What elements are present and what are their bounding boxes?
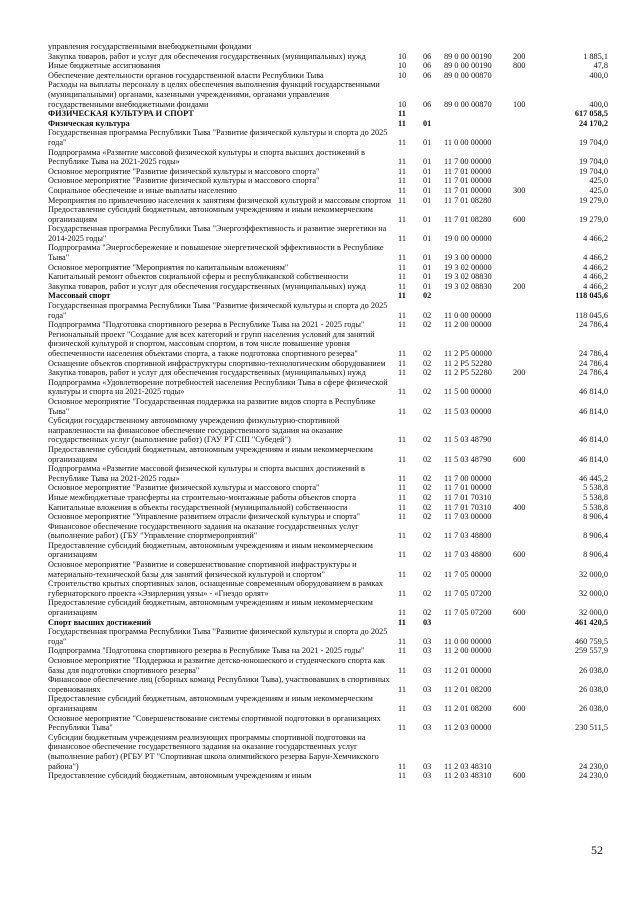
table-row [48,675,608,694]
target-article-code: 11 2 P5 52280 [444,358,492,368]
table-row [48,71,608,81]
subsection-code: 02 [423,512,432,522]
section-code: 11 [398,550,406,560]
amount: 24 230,0 [578,771,608,781]
row-name: Спорт высших достижений [48,617,152,627]
subsection-code: 03 [423,636,432,646]
table-row [48,627,608,646]
table-row [48,733,608,771]
table-row [48,464,608,483]
row-name: Основное мероприятие "Управление развитием отрасли физической культуры и спорта" [48,512,361,522]
section-code: 10 [398,51,407,61]
table-row [48,368,608,378]
amount: 32 000,0 [578,608,608,618]
target-article-code: 11 2 P5 00000 [444,349,492,358]
row-name: Основное мероприятие "Развитие физической культуры и массового спорта" [48,166,320,176]
table-row [48,291,608,301]
row-name: ФИЗИЧЕСКАЯ КУЛЬТУРА И СПОРТ [48,109,194,119]
amount: 4 466,2 [583,281,608,291]
row-name: Капитальный ремонт объектов социальной сферы и республиканской собственности [48,272,349,282]
subsection-code: 02 [423,387,432,397]
table-row [48,42,608,52]
table-row [48,646,608,656]
section-code: 11 [398,233,406,243]
subsection-code: 02 [423,310,432,320]
row-name: Финансовое обеспечение государственного задания на оказание государственных услуг (выполнение работ) (ГБУ "Управление спортмероприятий" [48,521,359,541]
section-code: 11 [398,665,406,675]
target-article-code: 11 7 00 00000 [444,157,492,167]
row-name: Подпрограмма «Развитие массовой физической культуры и спорта высших достижений в Республике Тыва на 2021-2025 годы» [48,464,365,483]
subsection-code: 02 [423,406,432,416]
table-row [48,263,608,273]
row-name: Оснащение объектов спортивной инфраструктуры спортивно-технологическим оборудованием [48,358,386,368]
section-code: 10 [398,61,407,71]
section-code: 11 [398,684,406,694]
subsection-code: 02 [423,454,432,464]
table-row [48,196,608,206]
row-name: Иные бюджетные ассигнования [48,61,161,71]
target-article-code: 11 0 00 00000 [444,636,492,646]
amount: 19 704,0 [578,137,608,147]
expense-type-code: 800 [513,61,526,71]
table-row [48,445,608,464]
amount: 32 000,0 [578,569,608,579]
amount: 400,0 [589,70,608,80]
expense-type-code: 600 [513,550,526,560]
amount: 8 906,4 [583,531,608,541]
target-article-code: 11 7 01 70310 [444,502,492,512]
amount: 24 786,4 [578,368,608,378]
amount: 46 814,0 [578,435,608,445]
subsection-code: 02 [423,569,432,579]
subsection-code: 01 [423,253,432,263]
table-row [48,483,608,493]
section-code: 11 [398,502,406,512]
row-name: Региональный проект "Создание для всех категорий и групп населения условий для занятий физической культурой и спортом, массовым спортом, в том числе повышение уровня обеспеченности населения объектами спорта, а также подготовка спортивного резерва" [48,329,375,358]
table-row [48,493,608,503]
expense-type-code: 600 [513,454,526,464]
target-article-code: 11 2 P5 52280 [444,368,492,378]
expense-type-code: 200 [513,281,526,291]
target-article-code: 11 7 05 07200 [444,588,492,598]
row-name: Основное мероприятие "Поддержка и развитие детско-юношеского и студенческого спорта как базы для подготовки спортивного резерва" [48,656,386,675]
amount: 46 445,2 [578,473,608,483]
section-code: 11 [398,483,406,493]
amount: 19 279,0 [578,214,608,224]
target-article-code: 11 2 00 00000 [444,646,492,656]
subsection-code: 03 [423,646,432,656]
row-name: Субсидии бюджетным учреждениям реализующих программы спортивной подготовки на финансовое обеспечение государственного задания на оказание государственных услуг (выполнение работ) (РГБУ РТ "Спортивная школа олимпийского резерва Барун-Хемчикского района") [48,732,379,771]
section-code: 11 [398,176,406,186]
section-code: 11 [398,723,406,733]
target-article-code: 11 0 00 00000 [444,137,492,147]
amount: 259 557,9 [574,646,608,656]
row-name: Закупка товаров, работ и услуг для обеспечения государственных (муниципальных) нужд [48,281,366,291]
section-code: 11 [398,368,406,378]
expense-type-code: 200 [513,368,526,378]
section-code: 11 [398,636,406,646]
table-row [48,128,608,147]
section-code: 11 [398,358,406,368]
expense-type-code: 600 [513,608,526,618]
section-code: 11 [398,185,406,195]
row-name: Закупка товаров, работ и услуг для обеспечения государственных (муниципальных) нужд [48,368,366,378]
row-name: Основное мероприятие "Мероприятия по капитальным вложениям" [48,262,289,272]
table-row [48,61,608,71]
row-name: Предоставление субсидий бюджетным, автономным учреждениям и иным некоммерческим организациям [48,694,373,713]
target-article-code: 11 7 03 00000 [444,512,492,522]
table-row [48,378,608,397]
expense-type-code: 200 [513,51,526,61]
target-article-code: 11 7 01 00000 [444,185,492,195]
table-row [48,301,608,320]
subsection-code: 01 [423,185,432,195]
subsection-code: 01 [423,272,432,282]
target-article-code: 11 5 00 00000 [444,387,492,397]
amount: 1 885,1 [583,51,608,61]
section-code: 11 [398,214,406,224]
page-number: 52 [591,843,603,857]
table-row [48,243,608,262]
subsection-code: 02 [423,435,432,445]
subsection-code: 01 [423,214,432,224]
table-row [48,119,608,129]
target-article-code: 11 5 03 48790 [444,454,492,464]
expense-type-code: 600 [513,214,526,224]
subsection-code: 03 [423,665,432,675]
section-code: 11 [398,646,406,656]
table-row [48,167,608,177]
target-article-code: 11 7 05 07200 [444,608,492,618]
section-code: 11 [398,272,406,282]
target-article-code: 19 3 02 00000 [444,262,492,272]
subsection-code: 02 [423,291,432,301]
row-name: Обеспечение деятельности органов государственной власти Республики Тыва [48,70,324,80]
target-article-code: 11 7 03 48800 [444,550,492,560]
target-article-code: 11 2 03 48310 [444,771,492,781]
subsection-code: 03 [423,684,432,694]
amount: 46 814,0 [578,387,608,397]
table-row [48,416,608,445]
table-row [48,224,608,243]
row-name: Предоставление субсидий бюджетным, автономным учреждениям и иным некоммерческим организациям [48,205,373,224]
target-article-code: 11 7 01 08280 [444,195,492,205]
section-code: 10 [398,99,407,109]
section-code: 11 [398,617,406,627]
table-row [48,598,608,617]
section-code: 11 [398,512,406,522]
target-article-code: 11 2 03 48310 [444,761,492,771]
subsection-code: 06 [423,61,432,71]
amount: 24 170,2 [578,118,608,128]
budget-table [48,42,608,781]
subsection-code: 01 [423,262,432,272]
table-row [48,186,608,196]
row-name: Основное мероприятие "Развитие и совершенствование спортивной инфраструктуры и материально-технической базы для занятий физической культурой и спортом" [48,560,357,579]
expense-type-code: 600 [513,771,526,781]
row-name: Иные межбюджетные трансферты на строительно-монтажные работы объектов спорта [48,492,356,502]
amount: 47,8 [593,61,608,71]
target-article-code: 11 7 01 00000 [444,176,492,186]
table-row [48,80,608,109]
row-name: Государственная программа Республики Тыва "Развитие физической культуры и спорта до 2025 года" [48,128,388,147]
section-code: 11 [398,195,406,205]
section-code: 11 [398,608,406,618]
amount: 118 045,6 [575,310,608,320]
amount: 46 814,0 [578,454,608,464]
expense-type-code: 100 [513,99,526,109]
amount: 400,0 [589,99,608,109]
table-row [48,282,608,292]
subsection-code: 02 [423,358,432,368]
table-row [48,560,608,579]
subsection-code: 01 [423,137,432,147]
amount: 617 058,5 [574,109,608,119]
section-code: 11 [398,531,406,541]
subsection-code: 01 [423,195,432,205]
section-code: 11 [398,349,406,358]
row-name: Мероприятия по привлечению населения к занятиям физической культурой и массовым спортом [48,195,392,205]
table-row [48,52,608,62]
target-article-code: 19 3 02 08830 [444,272,492,282]
subsection-code: 02 [423,588,432,598]
amount: 461 420,5 [574,617,608,627]
row-name: Государственная программа Республики Тыва "Развитие физической культуры и спорта до 2025 года" [48,627,388,646]
target-article-code: 11 5 03 48790 [444,435,492,445]
amount: 230 511,5 [575,723,608,733]
target-article-code: 11 7 05 00000 [444,569,492,579]
subsection-code: 03 [423,703,432,713]
subsection-code: 02 [423,320,432,330]
row-name: Субсидии государственному автономному учреждению физкультурно-спортивной направленности на финансовое обеспечение государственного задания на оказание государственных услуг (выполнение работ) (ГАУ РТ СШ "Субедей") [48,416,343,445]
row-name: Закупка товаров, работ и услуг для обеспечения государственных (муниципальных) нужд [48,51,366,61]
row-name: Государственная программа Республики Тыва "Развитие физической культуры и спорта до 2025 года" [48,301,388,320]
section-code: 11 [398,253,406,263]
table-row [48,359,608,369]
amount: 460 759,5 [574,636,608,646]
amount: 4 466,2 [583,262,608,272]
amount: 8 906,4 [583,550,608,560]
subsection-code: 02 [423,608,432,618]
target-article-code: 11 7 00 00000 [444,473,492,483]
row-name: Подпрограмма «Развитие массовой физической культуры и спорта высших достижений в Республике Тыва на 2021-2025 годы» [48,147,365,167]
amount: 4 466,2 [583,253,608,263]
target-article-code: 11 2 01 00000 [444,665,492,675]
amount: 32 000,0 [578,588,608,598]
row-name: Капитальные вложения в объекты государственной (муниципальной) собственности [48,502,348,512]
amount: 46 814,0 [578,406,608,416]
target-article-code: 11 2 01 08200 [444,684,492,694]
subsection-code: 06 [423,70,432,80]
subsection-code: 02 [423,483,432,493]
row-name: Предоставление субсидий бюджетным, автономным учреждениям и иным некоммерческим организациям [48,444,373,464]
subsection-code: 02 [423,531,432,541]
table-row [48,714,608,733]
target-article-code: 11 7 01 70310 [444,492,492,502]
table-row [48,541,608,560]
section-code: 11 [398,262,406,272]
section-code: 11 [398,406,406,416]
table-row [48,397,608,416]
row-name: Основное мероприятие "Государственная поддержка на развитие видов спорта в Республике Тыва" [48,396,376,416]
amount: 19 704,0 [578,166,608,176]
subsection-code: 02 [423,349,432,358]
row-name: Основное мероприятие "Развитие физической культуры и массового спорта" [48,176,320,186]
section-code: 11 [398,137,406,147]
row-name: Массовый спорт [48,291,111,301]
subsection-code: 01 [423,166,432,176]
amount: 425,0 [589,176,608,186]
subsection-code: 02 [423,550,432,560]
target-article-code: 89 0 00 00870 [444,70,492,80]
target-article-code: 11 7 03 48800 [444,531,492,541]
subsection-code: 02 [423,368,432,378]
target-article-code: 89 0 00 00190 [444,51,492,61]
section-code: 10 [398,70,407,80]
amount: 26 038,0 [578,665,608,675]
subsection-code: 01 [423,176,432,186]
subsection-code: 03 [423,771,432,781]
subsection-code: 01 [423,118,432,128]
table-row [48,656,608,675]
subsection-code: 03 [423,761,432,771]
row-name: Социальное обеспечение и иные выплаты населению [48,185,237,195]
section-code: 11 [398,569,406,579]
target-article-code: 11 7 01 00000 [444,483,492,493]
section-code: 11 [398,157,406,167]
target-article-code: 19 0 00 00000 [444,233,492,243]
section-code: 11 [398,281,406,291]
section-code: 11 [398,320,406,330]
amount: 5 538,8 [583,492,608,502]
row-name: Предоставление субсидий бюджетным, автономным учреждениям и иным [48,771,312,781]
subsection-code: 02 [423,502,432,512]
target-article-code: 89 0 00 00190 [444,61,492,71]
amount: 19 279,0 [578,195,608,205]
table-row [48,272,608,282]
amount: 5 538,8 [583,502,608,512]
target-article-code: 11 7 01 08280 [444,214,492,224]
section-code: 11 [398,387,406,397]
table-row [48,694,608,713]
table-row [48,109,608,119]
target-article-code: 11 5 03 00000 [444,406,492,416]
table-row [48,579,608,598]
row-name: Государственная программа Республики Тыва "Энергоэффективность и развитие энергетики на 2014-2025 годы" [48,224,387,243]
amount: 26 038,0 [578,684,608,694]
table-row [48,148,608,167]
row-name: Предоставление субсидий бюджетным, автономным учреждениям и иным некоммерческим организациям [48,540,373,560]
section-code: 11 [398,588,406,598]
subsection-code: 06 [423,51,432,61]
target-article-code: 19 3 02 08830 [444,281,492,291]
section-code: 11 [398,771,406,781]
table-row [48,330,608,359]
section-code: 11 [398,109,406,119]
row-name: Физическая культура [48,118,130,128]
row-name: Подпрограмма «Удовлетворение потребностей населения Республики Тыва в сфере физической культуры и спорта на 2021-2025 годы» [48,377,388,397]
row-name: Расходы на выплаты персоналу в целях обеспечения выполнения функций государственными (муниципальными) органами, казенными учреждениями, органами управления государственными внебюджетными фондами [48,80,380,109]
table-row [48,512,608,522]
row-name: Подпрограмма "Подготовка спортивного резерва в Республике Тыва на 2021 - 2025 годы" [48,320,365,330]
expense-type-code: 300 [513,185,526,195]
subsection-code: 02 [423,473,432,483]
row-name: Подпрограмма "Подготовка спортивного резерва в Республике Тыва на 2021 - 2025 годы" [48,646,365,656]
amount: 118 045,6 [575,291,608,301]
target-article-code: 11 2 03 00000 [444,723,492,733]
amount: 24 230,0 [578,761,608,771]
section-code: 11 [398,703,406,713]
section-code: 11 [398,473,406,483]
amount: 4 466,2 [583,272,608,282]
amount: 24 786,4 [578,349,608,358]
row-name: Подпрограмма "Энергосбережение и повышение энергетической эффективности в Республике Тыва" [48,243,384,263]
subsection-code: 01 [423,233,432,243]
expense-type-code: 600 [513,703,526,713]
row-name: Основное мероприятие "Развитие физической культуры и массового спорта" [48,483,320,493]
subsection-code: 03 [423,723,432,733]
amount: 24 786,4 [578,320,608,330]
subsection-code: 02 [423,492,432,502]
section-code: 11 [398,310,406,320]
subsection-code: 06 [423,99,432,109]
target-article-code: 11 7 01 00000 [444,166,492,176]
amount: 4 466,2 [583,233,608,243]
amount: 24 786,4 [578,358,608,368]
section-code: 11 [398,166,406,176]
section-code: 11 [398,492,406,502]
section-code: 11 [398,761,406,771]
table-row [48,503,608,513]
row-name: управления государственными внебюджетными фондами [48,42,252,51]
subsection-code: 03 [423,617,432,627]
table-row [48,618,608,628]
table-row [48,176,608,186]
target-article-code: 89 0 00 00870 [444,99,492,109]
amount: 425,0 [589,185,608,195]
section-code: 11 [398,435,406,445]
table-row [48,320,608,330]
amount: 5 538,8 [583,483,608,493]
section-code: 11 [398,291,406,301]
row-name: Основное мероприятие "Совершенствование системы спортивной подготовки в организациях Республики Тыва" [48,713,381,733]
table-row [48,522,608,541]
subsection-code: 01 [423,157,432,167]
subsection-code: 01 [423,281,432,291]
table-row [48,771,608,781]
amount: 8 906,4 [583,512,608,522]
section-code: 11 [398,454,406,464]
target-article-code: 19 3 00 00000 [444,253,492,263]
target-article-code: 11 2 01 08200 [444,703,492,713]
row-name: Финансовое обеспечение лиц (сборных команд Республики Тыва), участвовавших в спортивных соревнованиях [48,675,390,694]
target-article-code: 11 0 00 00000 [444,310,492,320]
target-article-code: 11 2 00 00000 [444,320,492,330]
row-name: Предоставление субсидий бюджетным, автономным учреждениям и иным некоммерческим организациям [48,598,373,618]
table-row [48,205,608,224]
row-name: Строительство крытых спортивных залов, оснащенные современным оборудованием в рамках губернаторского проекта «Эзирлерниң уязы» - «Гнездо орлят» [48,579,384,598]
amount: 19 704,0 [578,157,608,167]
section-code: 11 [398,118,406,128]
expense-type-code: 400 [513,502,526,512]
amount: 26 038,0 [578,703,608,713]
